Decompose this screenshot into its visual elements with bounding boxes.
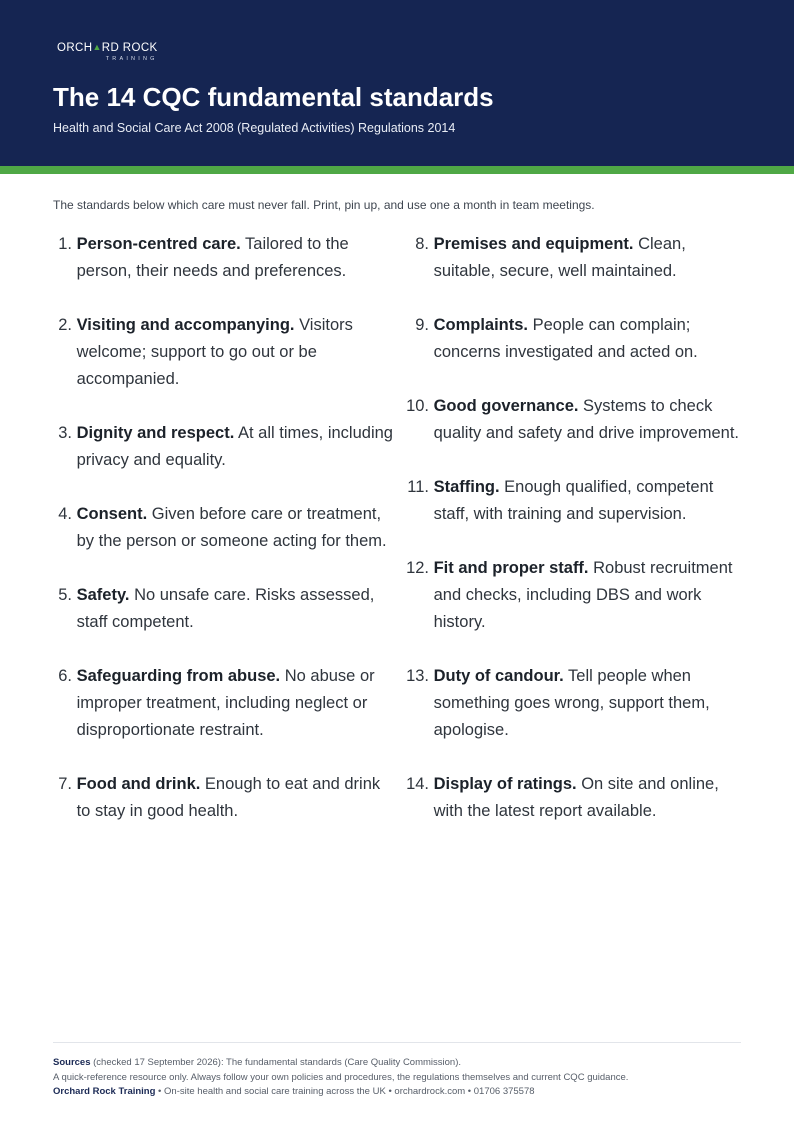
item-text <box>434 771 746 825</box>
item-title: Fit and proper staff. <box>433 559 589 577</box>
item-title: Staffing. <box>433 478 500 496</box>
item-title: Good governance. <box>433 397 579 415</box>
logo-subtitle: TRAINING <box>105 56 158 62</box>
item-description: On site and online, with the latest report available. <box>433 775 719 820</box>
item-title: Safety. <box>76 586 130 604</box>
item-description: Visitors welcome; support to go out or be accompanied. <box>76 316 353 388</box>
list-item <box>53 312 393 393</box>
page-title: The 14 CQC fundamental standards <box>53 82 494 112</box>
footer-disclaimer: A quick-reference resource only. Always follow your own policies and procedures, the regulations themselves and current CQC guidance. <box>53 1071 629 1083</box>
item-number: 12. <box>406 559 429 577</box>
list-item <box>53 582 393 636</box>
item-title: Duty of candour. <box>433 667 564 685</box>
list-item <box>400 663 746 744</box>
item-description: Tell people when something goes wrong, support them, apologise. <box>433 667 710 739</box>
item-text <box>77 663 393 744</box>
item-text <box>434 474 746 528</box>
item-text <box>77 501 393 555</box>
sources-text: (checked 17 September 2026): The fundamental standards (Care Quality Commission). <box>90 1057 462 1068</box>
logo-wordmark: ORCH▲RD ROCK <box>57 42 158 54</box>
item-description: Enough qualified, competent staff, with training and supervision. <box>433 478 714 523</box>
item-text <box>77 312 393 393</box>
item-description: No abuse or improper treatment, including neglect or disproportionate restraint. <box>76 667 375 739</box>
item-number: 9. <box>415 316 429 334</box>
footer <box>53 1056 628 1100</box>
standards-list-right <box>400 231 746 852</box>
item-text <box>77 420 393 474</box>
orchard-rock-logo <box>57 40 158 63</box>
org-name: Orchard Rock Training <box>53 1086 156 1097</box>
footer-divider <box>53 1042 741 1043</box>
org-details: • On-site health and social care training across the UK • orchardrock.com • 01706 375578 <box>155 1086 535 1097</box>
item-title: Consent. <box>76 505 148 523</box>
accent-divider <box>0 166 794 174</box>
item-title: Premises and equipment. <box>433 235 634 253</box>
item-title: Dignity and respect. <box>76 424 235 442</box>
list-item <box>53 231 393 285</box>
item-description: Robust recruitment and checks, including DBS and work history. <box>433 559 733 631</box>
item-number: 4. <box>58 505 72 523</box>
list-item <box>53 501 393 555</box>
item-description: Enough to eat and drink to stay in good health. <box>76 775 381 820</box>
footer-org <box>53 1085 628 1100</box>
list-item <box>53 663 393 744</box>
standards-list-left <box>53 231 393 852</box>
intro-text: The standards below which care must never fall. Print, pin up, and use one a month in team meetings. <box>53 198 595 212</box>
item-number: 11. <box>407 478 429 496</box>
item-title: Visiting and accompanying. <box>76 316 295 334</box>
item-description: Given before care or treatment, by the person or someone acting for them. <box>76 505 387 550</box>
item-number: 5. <box>58 586 72 604</box>
item-text <box>434 555 746 636</box>
list-item <box>400 312 746 366</box>
item-text <box>77 771 393 825</box>
item-text <box>434 312 746 366</box>
item-title: Complaints. <box>433 316 529 334</box>
header-banner <box>0 0 794 166</box>
list-item <box>400 474 746 528</box>
item-title: Display of ratings. <box>433 775 577 793</box>
item-number: 6. <box>58 667 72 685</box>
item-description: Tailored to the person, their needs and preferences. <box>76 235 349 280</box>
list-item <box>400 231 746 285</box>
item-number: 3. <box>58 424 72 442</box>
item-number: 13. <box>406 667 429 685</box>
item-description: Systems to check quality and safety and drive improvement. <box>433 397 740 442</box>
item-text <box>434 393 746 447</box>
list-item <box>53 771 393 825</box>
item-description: People can complain; concerns investigated and acted on. <box>433 316 698 361</box>
item-number: 7. <box>58 775 72 793</box>
page-subtitle: Health and Social Care Act 2008 (Regulated Activities) Regulations 2014 <box>53 121 456 135</box>
item-title: Safeguarding from abuse. <box>76 667 281 685</box>
list-item <box>400 393 746 447</box>
footer-sources <box>53 1056 628 1071</box>
item-number: 2. <box>58 316 72 334</box>
item-title: Food and drink. <box>76 775 201 793</box>
item-text <box>434 231 746 285</box>
item-title: Person-centred care. <box>76 235 241 253</box>
list-item <box>400 771 746 825</box>
item-description: No unsafe care. Risks assessed, staff competent. <box>76 586 375 631</box>
item-description: At all times, including privacy and equality. <box>76 424 393 469</box>
item-description: Clean, suitable, secure, well maintained. <box>433 235 686 280</box>
sources-label: Sources <box>53 1057 91 1068</box>
list-item <box>53 420 393 474</box>
item-text <box>77 582 393 636</box>
item-text <box>77 231 393 285</box>
leaf-icon: ▲ <box>92 42 102 52</box>
item-number: 8. <box>415 235 429 253</box>
item-number: 14. <box>406 775 429 793</box>
item-number: 1. <box>58 235 72 253</box>
list-item <box>400 555 746 636</box>
item-text <box>434 663 746 744</box>
item-number: 10. <box>406 397 429 415</box>
